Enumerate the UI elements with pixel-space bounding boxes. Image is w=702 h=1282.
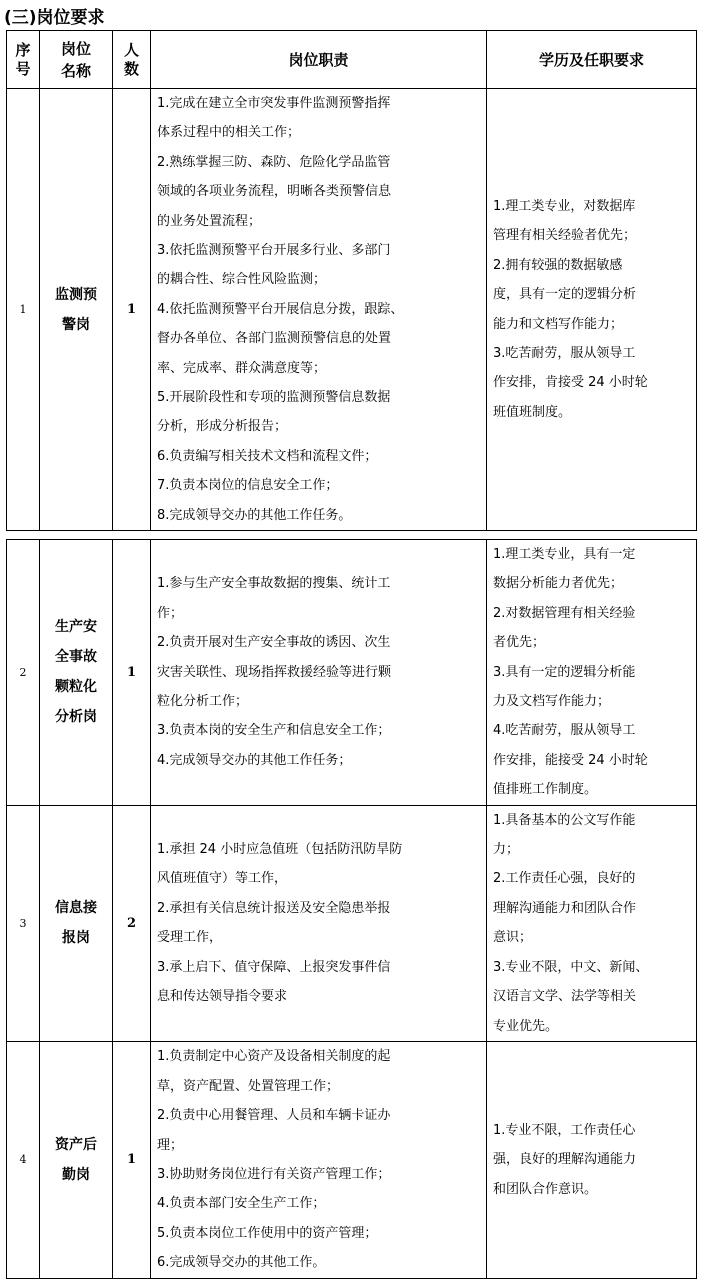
table-row bbox=[7, 89, 697, 531]
table-header-row bbox=[7, 31, 697, 89]
row-headcount: 1 bbox=[113, 1041, 151, 1278]
row-duties: 1.完成在建立全市突发事件监测预警指挥 体系过程中的相关工作； 2.熟练掌握三防、森防、危险化学品监管 领域的各项业务流程，明晰各类预警信息 的业务处置流程； 3.依托监测预警平台开展多行业、多部门 的耦合性、综合性风险监测； 4.依托监测预警平台开展信息分拨，跟踪、 督办各单位、各部门监测预警信息的处置 率、完成率、群众满意度等； 5.开展阶段性和专项的监测预警信息数据 分析，形成分析报告； 6.负责编写相关技术文档和流程文件； 7.负责本岗位的信息安全工作； 8.完成领导交办的其他工作任务。 bbox=[151, 89, 487, 531]
position-table-part-1 bbox=[6, 30, 697, 531]
row-requirements: 1.理工类专业，具有一定 数据分析能力者优先； 2.对数据管理有相关经验 者优先； 3.具有一定的逻辑分析能 力及文档写作能力； 4.吃苦耐劳，服从领导工 作安排，能接受 24 小时轮 值排班工作制度。 bbox=[487, 540, 697, 806]
position-table-part-2 bbox=[6, 539, 697, 1279]
row-requirements: 1.专业不限，工作责任心 强，良好的理解沟通能力 和团队合作意识。 bbox=[487, 1041, 697, 1278]
row-requirements: 1.理工类专业，对数据库 管理有相关经验者优先； 2.拥有较强的数据敏感 度，具有一定的逻辑分析 能力和文档写作能力； 3.吃苦耐劳，服从领导工 作安排，肯接受 24 小时轮 班值班制度。 bbox=[487, 89, 697, 531]
header-seq: 序 号 bbox=[7, 31, 40, 89]
row-headcount: 2 bbox=[113, 805, 151, 1041]
header-requirements: 学历及任职要求 bbox=[487, 31, 697, 89]
table-row bbox=[7, 540, 697, 806]
header-duties: 岗位职责 bbox=[151, 31, 487, 89]
table-row bbox=[7, 805, 697, 1041]
row-seq: 1 bbox=[7, 89, 40, 531]
row-position-name: 资产后 勤岗 bbox=[40, 1041, 113, 1278]
row-position-name: 信息接 报岗 bbox=[40, 805, 113, 1041]
row-duties: 1.负责制定中心资产及设备相关制度的起 草，资产配置、处置管理工作； 2.负责中心用餐管理、人员和车辆卡证办 理； 3.协助财务岗位进行有关资产管理工作； 4.负责本部门安全生产工作； 5.负责本岗位工作使用中的资产管理； 6.完成领导交办的其他工作。 bbox=[151, 1041, 487, 1278]
row-duties: 1.参与生产安全事故数据的搜集、统计工 作； 2.负责开展对生产安全事故的诱因、次生 灾害关联性、现场指挥救援经验等进行颗 粒化分析工作； 3.负责本岗的安全生产和信息安全工作； 4.完成领导交办的其他工作任务； bbox=[151, 540, 487, 806]
row-headcount: 1 bbox=[113, 89, 151, 531]
section-title: (三)岗位要求 bbox=[4, 8, 105, 28]
row-requirements: 1.具备基本的公文写作能 力； 2.工作责任心强，良好的 理解沟通能力和团队合作 意识； 3.专业不限，中文、新闻、 汉语言文学、法学等相关 专业优先。 bbox=[487, 805, 697, 1041]
header-count: 人 数 bbox=[113, 31, 151, 89]
row-seq: 3 bbox=[7, 805, 40, 1041]
row-duties: 1.承担 24 小时应急值班（包括防汛防旱防 风值班值守）等工作， 2.承担有关信息统计报送及安全隐患举报 受理工作， 3.承上启下、值守保障、上报突发事件信 息和传达领导指令要求 bbox=[151, 805, 487, 1041]
header-name: 岗位 名称 bbox=[40, 31, 113, 89]
table-row bbox=[7, 1041, 697, 1278]
row-position-name: 监测预 警岗 bbox=[40, 89, 113, 531]
row-seq: 4 bbox=[7, 1041, 40, 1278]
row-position-name: 生产安 全事故 颗粒化 分析岗 bbox=[40, 540, 113, 806]
row-seq: 2 bbox=[7, 540, 40, 806]
row-headcount: 1 bbox=[113, 540, 151, 806]
